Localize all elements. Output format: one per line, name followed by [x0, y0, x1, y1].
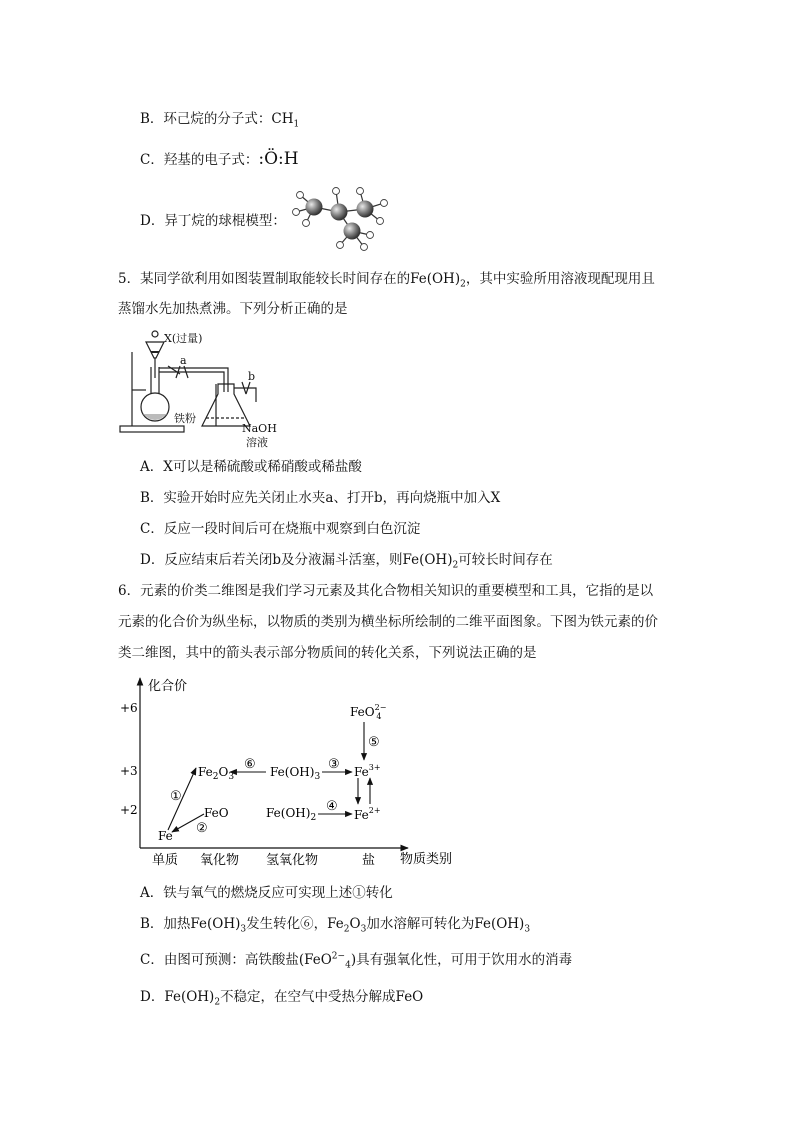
arrow-label-4: ④	[326, 799, 338, 814]
y-tick-plus6: +6	[120, 701, 138, 715]
q6-stem-line1: 6．元素的价类二维图是我们学习元素及其化合物相关知识的重要模型和工具，它指的是以	[118, 583, 654, 599]
y-tick-plus2: +2	[120, 803, 138, 817]
species-fe2plus: $Fe^{2+}$	[354, 806, 381, 822]
arrow-label-1: ①	[170, 789, 182, 804]
x-tick-oxide: 氧化物	[200, 853, 240, 868]
species-feo4: FeO$^{2-}$ 4	[350, 703, 387, 721]
label-x-excess: X(过量)	[164, 332, 203, 345]
y-tick-plus3: +3	[120, 764, 138, 778]
species-fe3plus: $Fe^{3+}$	[354, 763, 381, 779]
arrow-label-5: ⑤	[368, 735, 380, 750]
species-feo: FeO	[204, 806, 229, 820]
option-text: C．羟基的电子式：	[140, 152, 259, 168]
y-axis-label: 化合价	[148, 679, 188, 694]
species-feoh2: $Fe(OH)_2$	[266, 806, 317, 823]
arrow-label-2: ②	[196, 821, 208, 836]
q6-stem-line3: 类二维图，其中的箭头表示部分物质间的转化关系，下列说法正确的是	[118, 645, 537, 661]
label-iron-powder: 铁粉	[174, 412, 196, 425]
q5-stem-line2: 蒸馏水先加热煮沸。下列分析正确的是	[118, 301, 348, 317]
species-fe2o3: $Fe_2O_3$	[198, 765, 235, 782]
q4-option-c	[140, 150, 299, 169]
label-solution: 溶液	[246, 436, 268, 449]
q6-option-d: D．$Fe(OH)_2$不稳定，在空气中受热分解成FeO	[140, 989, 424, 1008]
x-tick-hydroxide: 氢氧化物	[266, 853, 319, 868]
x-axis-label: 物质类别	[400, 852, 453, 867]
species-feoh3: $Fe(OH)_3$	[270, 765, 321, 782]
q5-option-a: A．X可以是稀硫酸或稀硝酸或稀盐酸	[140, 459, 362, 475]
x-tick-salt: 盐	[362, 853, 376, 868]
q5-option-c: C．反应一段时间后可在烧瓶中观察到白色沉淀	[140, 521, 421, 537]
q4-option-b: B．环己烷的分子式：$CH_1$	[140, 111, 300, 130]
q6-stem-line2: 元素的化合价为纵坐标，以物质的类别为横坐标所绘制的二维平面图象。下图为铁元素的价	[118, 614, 658, 630]
q6-option-c: C．由图可预测：高铁酸盐(FeO$^{2-}_4$)具有强氧化性，可用于饮用水的消毒	[140, 951, 573, 971]
species-fe: Fe	[158, 829, 173, 843]
iron-hydroxide-apparatus	[118, 322, 278, 450]
q5-option-d: D．反应结束后若关闭b及分液漏斗活塞，则$Fe(OH)_2$可较长时间存在	[140, 552, 553, 571]
label-naoh: NaOH	[242, 422, 277, 435]
electron-formula: :Ö:H	[258, 149, 299, 169]
q6-option-b: B．加热$Fe(OH)_3$发生转化⑥，$Fe_2O_3$加水溶解可转化为$Fe(OH)_3$	[140, 916, 531, 935]
label-clamp-b: b	[248, 370, 256, 383]
q6-option-a: A．铁与氧气的燃烧反应可实现上述①转化	[140, 885, 393, 901]
x-tick-element: 单质	[152, 853, 179, 868]
option-text: D．异丁烷的球棍模型：	[140, 213, 286, 229]
q4-option-d	[140, 212, 286, 230]
option-text: B．环己烷的分子式：	[140, 111, 272, 127]
arrow-label-6: ⑥	[244, 757, 256, 772]
q5-option-b: B．实验开始时应先关闭止水夹a、打开b，再向烧瓶中加入X	[140, 490, 501, 506]
arrow-label-3: ③	[328, 757, 340, 772]
q5-stem-line1: 5．某同学欲利用如图装置制取能较长时间存在的$Fe(OH)_2$，其中实验所用溶液现配现用且	[118, 271, 655, 290]
label-clamp-a: a	[180, 354, 187, 367]
iron-valence-class-diagram	[118, 672, 468, 874]
isobutane-ball-stick-model	[290, 185, 390, 255]
